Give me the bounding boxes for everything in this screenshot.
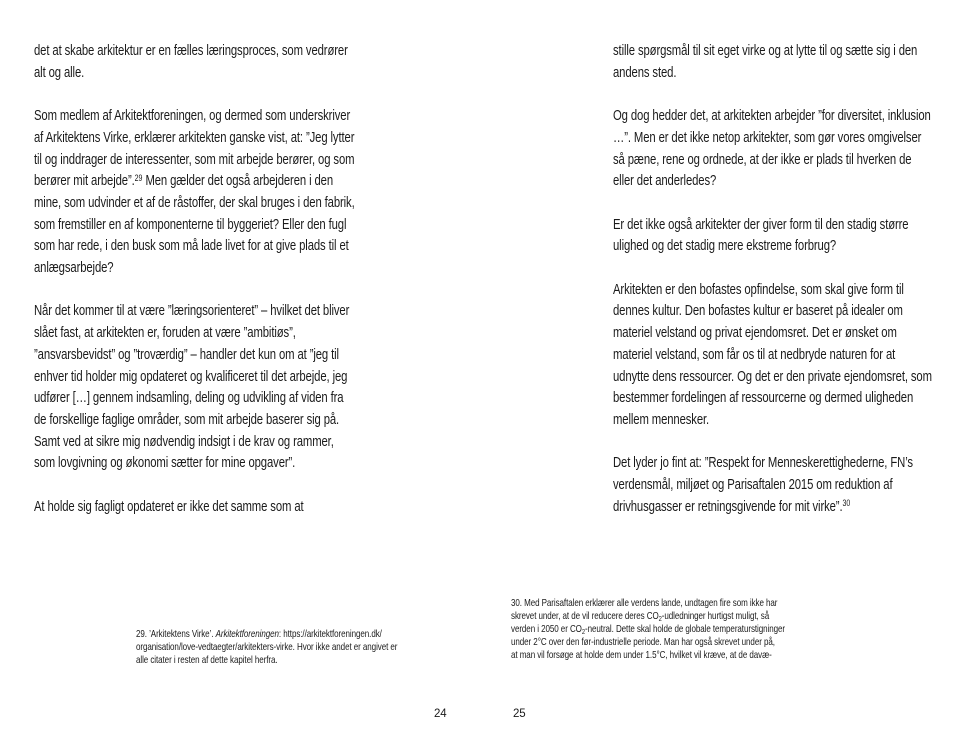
footnote-line — [136, 628, 397, 641]
right-page-text-column — [613, 41, 934, 518]
paragraph: stille spørgsmål til sit eget virke og at lytte til og sætte sig i den andens sted. — [613, 43, 918, 81]
paragraph: Arkitekten er den bofastes opfindelse, som skal give form til dennes kultur. Den bofastes kultur er baseret på idealer om materiel velstand og privat ejendomsret. Det er ønsket om materiel velstand, som får os til at nedbryde naturen for at udnytte dens ressourcer. Og det er den private ejendomsret, som bestemmer fordelingen af ressourcerne og dermed uligheden mellem mennesker. — [613, 281, 932, 428]
footnote-text: 29. ’Arkitektens Virke’. — [136, 629, 216, 640]
footnote-line: 30. Med Parisaftalen erklærer alle verdens lande, undtagen fire som ikke har — [511, 598, 778, 609]
footnote-line: under 2°C over den før-industrielle periode. Man har også skrevet under på, — [511, 637, 775, 648]
footnote-text: -neutral. Dette skal holde de globale temperaturstigninger — [585, 624, 785, 635]
footnote-30 — [511, 597, 785, 662]
footnote-marker-29: 29 — [134, 172, 143, 183]
footnote-text: -udledninger hurtigst muligt, så — [661, 611, 770, 622]
page-number-right: 25 — [513, 708, 526, 720]
left-page-text-column — [34, 41, 355, 518]
paragraph: Og dog hedder det, at arkitekten arbejder ”for diversitet, inklusion …”. Men er det ikke netop arkitekter, som gør vores omgivelser så pæne, rene og ordnede, at der ikke er plads til hverken de eller det anderledes? — [613, 108, 931, 190]
footnote-text: skrevet under, at de vil reducere deres CO — [511, 611, 659, 622]
paragraph: det at skabe arkitektur er en fælles læringsproces, som vedrører alt og alle. — [34, 43, 348, 81]
footnote-line — [511, 623, 785, 636]
co2-subscript: 2 — [581, 627, 586, 636]
paragraph-text: Men gælder det også arbejderen i den mine, som udvinder et af de råstoffer, der skal bruges i den fabrik, som fremstiller en af komponenterne til byggeriet? Eller den fugl som har rede, i den busk som må lade livet for at give plads til et anlægsarbejde? — [34, 173, 355, 277]
paragraph: Er det ikke også arkitekter der giver form til den stadig større ulighed og det stadig mere ekstreme forbrug? — [613, 216, 909, 255]
footnote-source-title: Arkitektforeningen — [215, 629, 279, 640]
paragraph-text: Det lyder jo fint at: ”Respekt for Menneskerettighederne, FN’s verdensmål, miljøet og Parisaftalen 2015 om reduktion af drivhusgasser er retningsgivende for mit virke”. — [613, 455, 913, 515]
footnote-line: organisation/love-vedtaegter/arkitekters-virke. Hvor ikke andet er angivet er — [136, 642, 398, 653]
paragraph: At holde sig fagligt opdateret er ikke det samme som at — [34, 498, 304, 515]
footnote-text: verden i 2050 er CO — [511, 624, 582, 635]
paragraph-text: Som medlem af Arkitektforeningen, og dermed som underskriver af Arkitektens Virke, erklærer arkitekten ganske vist, at: ”Jeg lytter til og inddrager de interessenter, som mit arbejde berører, og som berører mit arbejde”. — [34, 108, 355, 190]
footnote-29 — [136, 628, 397, 667]
footnote-line — [511, 610, 785, 623]
paragraph — [34, 106, 355, 280]
footnote-line: alle citater i resten af dette kapitel herfra. — [136, 655, 278, 666]
paragraph — [613, 453, 934, 518]
footnote-url: : https://arkitektforeningen.dk/ — [278, 629, 382, 640]
footnote-marker-30: 30 — [842, 498, 851, 509]
page-number-left: 24 — [434, 708, 447, 720]
footnote-line: at man vil forsøge at holde dem under 1.5°C, hvilket vil kræve, at de davæ- — [511, 650, 772, 661]
co2-subscript: 2 — [658, 614, 662, 623]
paragraph: Når det kommer til at være ”læringsorienteret” – hvilket det bliver slået fast, at arkitekten er, foruden at være ”ambitiøs”, ”ansvarsbevidst” og ”troværdig” – handler det kun om at ”jeg til enhver tid holder mig opdateret og kvalificeret til det arbejde, jeg udfører […] gennem indsamling, deling og udvikling af viden fra de forskellige faglige områder, som mit arbejde baserer sig på. Samt ved at sikre mig nødvendig indsigt i de krav og rammer, som lovgivning og økonomi sætter for mine opgaver”. — [34, 303, 350, 472]
